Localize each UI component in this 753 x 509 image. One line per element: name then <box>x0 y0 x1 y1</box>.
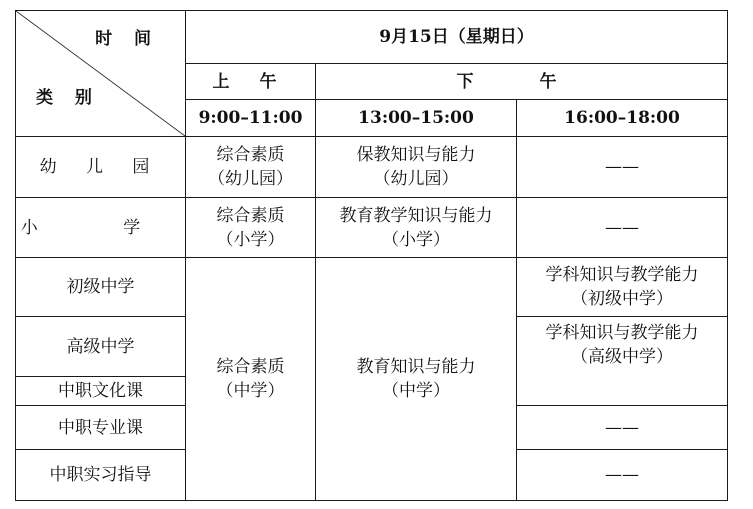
category-junior-high: 初级中学 <box>16 258 186 317</box>
category-primary: 小 学 <box>16 198 186 258</box>
category-senior-high: 高级中学 <box>16 317 186 377</box>
kindergarten-slot3-empty: —— <box>517 137 728 198</box>
subject-level: （中学） <box>216 381 285 401</box>
category-vocational-culture: 中职文化课 <box>16 377 186 406</box>
subject-level: （幼儿园） <box>208 169 293 189</box>
subject-level: （初级中学） <box>571 289 673 309</box>
primary-slot1 <box>186 198 316 258</box>
subject-level: （中学） <box>382 381 450 401</box>
subject-name: 学科知识与教学能力 <box>545 265 699 285</box>
vocational-major-slot3-empty: —— <box>517 406 728 450</box>
secondary-slot1 <box>186 258 316 501</box>
header-corner-cell <box>16 11 186 137</box>
time-slot-1: 9:00–11:00 <box>186 100 316 137</box>
subject-level: （小学） <box>382 229 450 250</box>
subject-name: 综合素质 <box>216 205 285 226</box>
subject-name: 教育教学知识与能力 <box>339 205 493 226</box>
category-kindergarten: 幼 儿 园 <box>16 137 186 198</box>
subject-name: 综合素质 <box>216 357 285 377</box>
exam-schedule-table <box>15 10 728 501</box>
primary-slot2 <box>316 198 517 258</box>
subject-name: 保教知识与能力 <box>356 145 476 165</box>
corner-time-label: 时 间 <box>95 29 159 49</box>
vocational-practice-slot3-empty: —— <box>517 450 728 501</box>
corner-category-label: 类 别 <box>36 88 100 108</box>
subject-level: （高级中学） <box>571 347 673 367</box>
time-slot-3: 16:00–18:00 <box>517 100 728 137</box>
junior-slot3 <box>517 258 728 317</box>
kindergarten-slot2 <box>316 137 517 198</box>
subject-level: （幼儿园） <box>373 169 459 189</box>
kindergarten-slot1 <box>186 137 316 198</box>
primary-slot3-empty: —— <box>517 198 728 258</box>
exam-date-header: 9月15日（星期日） <box>186 11 728 64</box>
subject-name: 教育知识与能力 <box>356 357 476 377</box>
time-slot-2: 13:00–15:00 <box>316 100 517 137</box>
secondary-slot2 <box>316 258 517 501</box>
subject-name: 学科知识与教学能力 <box>545 323 699 343</box>
afternoon-header: 下 午 <box>316 64 728 100</box>
category-vocational-practice: 中职实习指导 <box>16 450 186 501</box>
senior-slot3 <box>517 317 728 406</box>
morning-header: 上 午 <box>186 64 316 100</box>
subject-name: 综合素质 <box>216 145 285 165</box>
subject-level: （小学） <box>216 229 285 250</box>
category-vocational-major: 中职专业课 <box>16 406 186 450</box>
